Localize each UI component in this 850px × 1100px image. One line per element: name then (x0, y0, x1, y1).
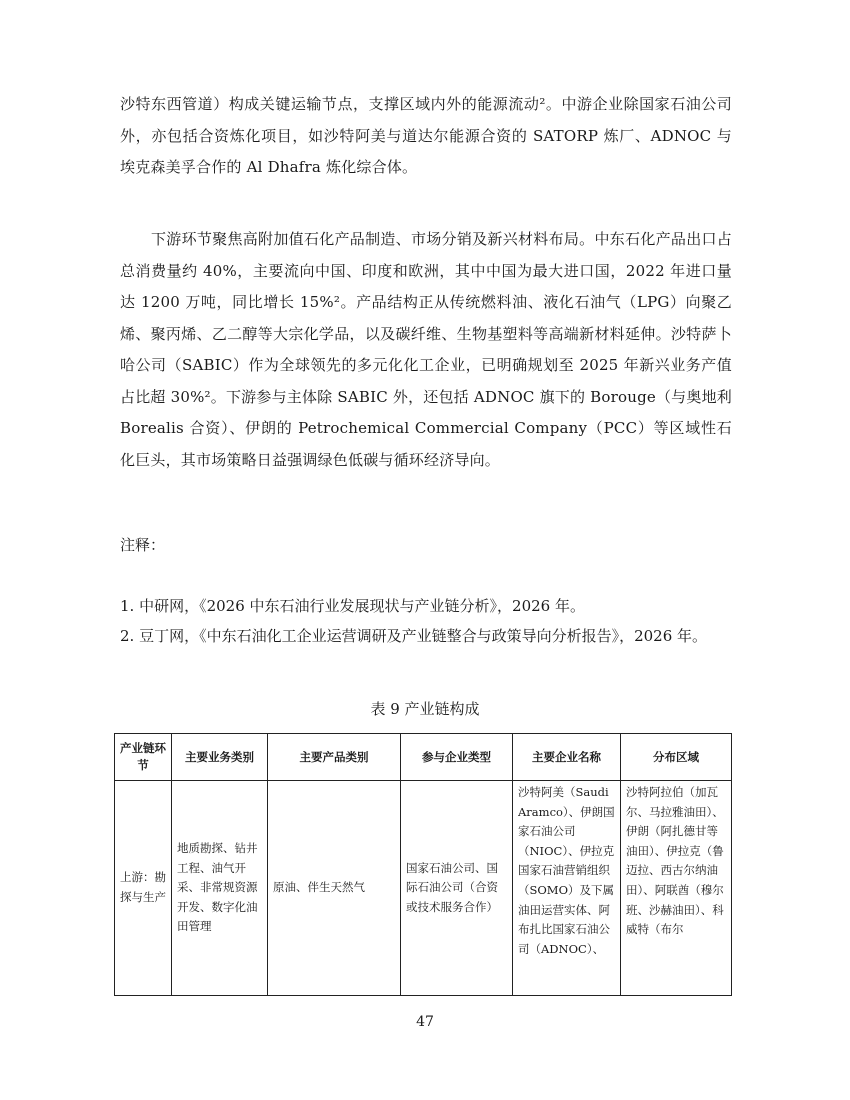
cell-companies: 沙特阿美（Saudi Aramco）、伊朗国家石油公司（NIOC）、伊拉克国家石油营销组织（SOMO）及下属油田运营实体、阿布扎比国家石油公司（ADNOC）、 (518, 785, 615, 956)
table-row (115, 781, 732, 996)
cell-business: 地质勘探、钻井工程、油气开采、非常规资源开发、数字化油田管理 (172, 781, 268, 996)
paragraph-midstream: 沙特东西管道）构成关键运输节点，支撑区域内外的能源流动²。中游企业除国家石油公司外，亦包括合资炼化项目，如沙特阿美与道达尔能源合资的 SATORP 炼厂、ADNOC 与埃克森美孚合作的 Al Dhafra 炼化综合体。 (120, 95, 732, 176)
cell-companies-wrap (513, 781, 621, 996)
cell-regions-wrap (621, 781, 732, 996)
col-header-companies: 主要企业名称 (513, 734, 621, 781)
col-header-products: 主要产品类别 (268, 734, 401, 781)
cell-products: 原油、伴生天然气 (268, 781, 401, 996)
industry-chain-table (114, 733, 732, 996)
col-header-regions: 分布区域 (621, 734, 732, 781)
table-header-row (115, 734, 732, 781)
note-item: 2. 豆丁网，《中东石油化工企业运营调研及产业链整合与政策导向分析报告》，2026 年。 (120, 627, 708, 645)
cell-company-type: 国家石油公司、国际石油公司（合资或技术服务合作） (401, 781, 513, 996)
page-number: 47 (416, 1014, 434, 1030)
col-header-business: 主要业务类别 (172, 734, 268, 781)
col-header-stage: 产业链环节 (115, 734, 172, 781)
notes-list (120, 591, 732, 651)
paragraph-downstream: 下游环节聚焦高附加值石化产品制造、市场分销及新兴材料布局。中东石化产品出口占总消费量约 40%，主要流向中国、印度和欧洲，其中中国为最大进口国，2022 年进口量达 1200 万吨，同比增长 15%²。产品结构正从传统燃料油、液化石油气（LPG）向聚乙烯、聚丙烯、乙二醇等大宗化学品，以及碳纤维、生物基塑料等高端新材料延伸。沙特萨卜哈公司（SABIC）作为全球领先的多元化化工企业，已明确规划至 2025 年新兴业务产值占比超 30%²。下游参与主体除 SABIC 外，还包括 ADNOC 旗下的 Borouge（与奥地利 Borealis 合资）、伊朗的 Petrochemical Commercial Company（PCC）等区域性石化巨头，其市场策略日益强调绿色低碳与循环经济导向。 (120, 230, 733, 469)
notes-label: 注释： (120, 536, 166, 554)
note-item: 1. 中研网，《2026 中东石油行业发展现状与产业链分析》，2026 年。 (120, 597, 585, 615)
cell-stage: 上游：勘探与生产 (115, 781, 172, 996)
table-caption: 表 9 产业链构成 (370, 700, 480, 718)
cell-regions: 沙特阿拉伯（加瓦尔、马拉雅油田）、伊朗（阿扎德甘等油田）、伊拉克（鲁迈拉、西古尔纳油田）、阿联酋（穆尔班、沙赫油田）、科威特（布尔 (626, 785, 724, 937)
col-header-company-type: 参与企业类型 (401, 734, 513, 781)
